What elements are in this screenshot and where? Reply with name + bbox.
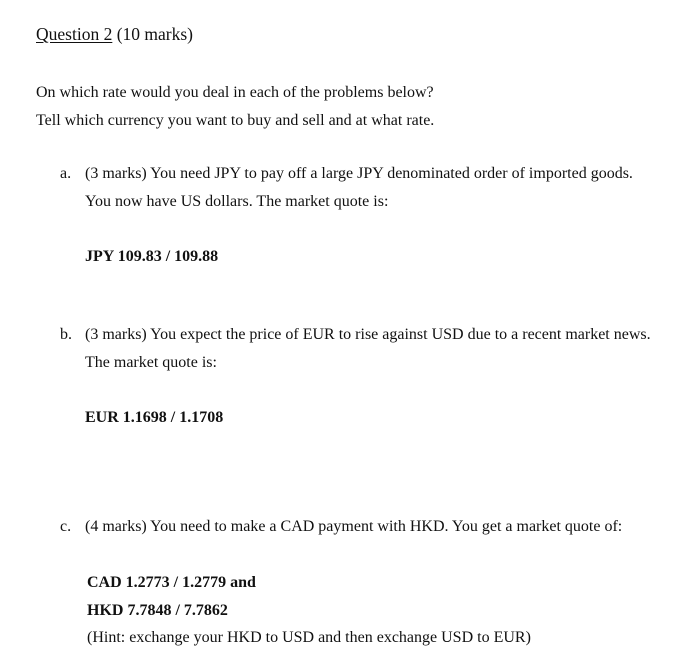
part-c-quote-2: HKD 7.7848 / 7.7862	[87, 602, 228, 619]
part-c-letter: c.	[60, 518, 72, 535]
part-a-letter: a.	[60, 165, 72, 182]
part-b-line-2: The market quote is:	[85, 354, 217, 371]
question-marks: (10 marks)	[116, 24, 194, 44]
question-title	[36, 24, 193, 45]
part-b-letter: b.	[60, 326, 72, 343]
part-b-quote: EUR 1.1698 / 1.1708	[85, 409, 224, 426]
part-a-quote: JPY 109.83 / 109.88	[85, 248, 219, 265]
intro-line-2: Tell which currency you want to buy and sell and at what rate.	[36, 112, 435, 129]
question-title-label: Question 2	[36, 24, 113, 44]
part-c-quote-1: CAD 1.2773 / 1.2779 and	[87, 574, 256, 591]
part-a-line-2: You now have US dollars. The market quote is:	[85, 193, 389, 210]
intro-line-1: On which rate would you deal in each of the problems below?	[36, 84, 434, 101]
part-b-line-1: (3 marks) You expect the price of EUR to rise against USD due to a recent market news.	[85, 326, 651, 343]
part-c-hint: (Hint: exchange your HKD to USD and then exchange USD to EUR)	[87, 629, 531, 646]
part-a-line-1: (3 marks) You need JPY to pay off a large JPY denominated order of imported goods.	[85, 165, 633, 182]
part-c-line-1: (4 marks) You need to make a CAD payment with HKD. You get a market quote of:	[85, 518, 623, 535]
